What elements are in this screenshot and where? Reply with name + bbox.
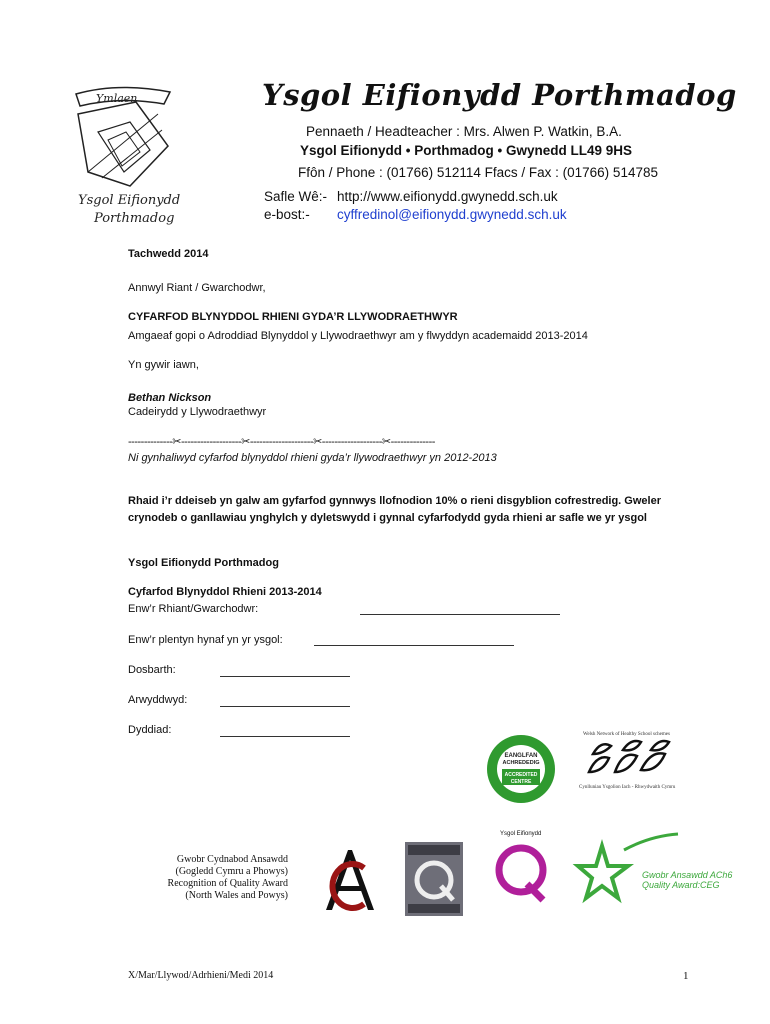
school-crest [58, 74, 208, 234]
field-label-class: Dosbarth: [128, 664, 176, 676]
crest-name-line1: Ysgol Eifionydd [78, 193, 181, 208]
signatory-role: Cadeirydd y Llywodraethwyr [128, 406, 267, 418]
quality-mark-grey [405, 842, 463, 916]
field-line-class[interactable] [220, 676, 350, 677]
field-line-child[interactable] [314, 645, 514, 646]
award-text-line: Recognition of Quality Award [167, 878, 288, 889]
form-meeting: Cyfarfod Blynyddol Rhieni 2013-2014 [128, 586, 322, 598]
phone-line: Ffôn / Phone : (01766) 512114 Ffacs / Fax : (01766) 514785 [298, 165, 658, 180]
quality-letters-logo [318, 846, 376, 916]
page-number: 1 [683, 970, 689, 982]
headteacher-line: Pennaeth / Headteacher : Mrs. Alwen P. Watkin, B.A. [306, 124, 622, 139]
award-text-line: (North Wales and Powys) [185, 890, 288, 901]
healthy-bottom-text: Cynlluniau Ysgolion Iach - Rhwydwaith Cymru [579, 785, 676, 790]
eco-accredited-badge [485, 733, 557, 805]
field-line-signed[interactable] [220, 706, 350, 707]
address-line: Ysgol Eifionydd • Porthmadog • Gwynedd LL49 9HS [300, 143, 632, 158]
cut-note: Ni gynhaliwyd cyfarfod blynyddol rhieni gyda’r llywodraethwyr yn 2012-2013 [128, 452, 497, 464]
school-title: Ysgol Eifionydd Porthmadog [262, 78, 737, 112]
salutation: Annwyl Riant / Gwarchodwr, [128, 282, 266, 294]
footer-reference: X/Mar/Llywod/Adrhieni/Medi 2014 [128, 970, 274, 981]
award-text-line: Gwobr Cydnabod Ansawdd [176, 854, 288, 865]
letter-body: Amgaeaf gopi o Adroddiad Blynyddol y Llywodraethwyr am y flwyddyn academaidd 2013-2014 [128, 330, 588, 342]
signatory-name: Bethan Nickson [128, 392, 212, 404]
eco-text-3: ACCREDITED [504, 772, 538, 778]
web-label: Safle Wê:- [264, 189, 328, 204]
field-line-date[interactable] [220, 736, 350, 737]
notice-line1: Rhaid i’r ddeiseb yn galw am gyfarfod gynnwys llofnodion 10% o rieni disgyblion cofrestredig. Gweler [128, 495, 661, 507]
email-link[interactable]: cyffredinol@eifionydd.gwynedd.sch.uk [337, 207, 567, 222]
quality-award-star-logo [580, 832, 733, 900]
healthy-schools-logo [575, 728, 695, 792]
crest-name-line2: Porthmadog [94, 211, 175, 226]
field-line-parent[interactable] [360, 614, 560, 615]
purple-q-top-text: Ysgol Eifionydd [500, 831, 542, 837]
quality-award-text-en: Quality Award:CEG [642, 880, 720, 890]
field-label-child: Enw’r plentyn hynaf yn yr ysgol: [128, 634, 283, 646]
healthy-top-text: Welsh Network of Healthy School schemes [583, 732, 670, 737]
award-text [160, 854, 288, 902]
field-label-signed: Arwyddwyd: [128, 694, 188, 706]
subject-heading: CYFARFOD BLYNYDDOL RHIENI GYDA’R LLYWODRAETHWYR [128, 311, 458, 323]
eco-text-2: ACHREDEDIG [502, 760, 540, 766]
field-label-parent: Enw’r Rhiant/Gwarchodwr: [128, 603, 259, 615]
email-label: e-bost:- [264, 207, 310, 222]
crest-ribbon-text: Ymlaen [96, 92, 138, 105]
form-school: Ysgol Eifionydd Porthmadog [128, 557, 279, 569]
award-text-line: (Gogledd Cymru a Phowys) [175, 866, 288, 877]
field-label-date: Dyddiad: [128, 724, 172, 736]
closing: Yn gywir iawn, [128, 359, 199, 371]
eco-text-4: CENTRE [510, 779, 532, 785]
web-url[interactable]: http://www.eifionydd.gwynedd.sch.uk [337, 189, 558, 204]
eco-text-1: EANGLFAN [504, 753, 538, 759]
quality-mark-purple [495, 842, 551, 914]
letter-date: Tachwedd 2014 [128, 248, 209, 260]
notice-line2: crynodeb o ganllawiau ynghylch y dyletswydd i gynnal cyfarfodydd gyda rhieni ar safle we yr ysgol [128, 512, 647, 524]
quality-award-text: Gwobr Ansawdd ACh6 [642, 870, 733, 880]
cut-line: --------------✂-------------------✂--------------------✂-------------------✂-------------- [128, 436, 435, 448]
